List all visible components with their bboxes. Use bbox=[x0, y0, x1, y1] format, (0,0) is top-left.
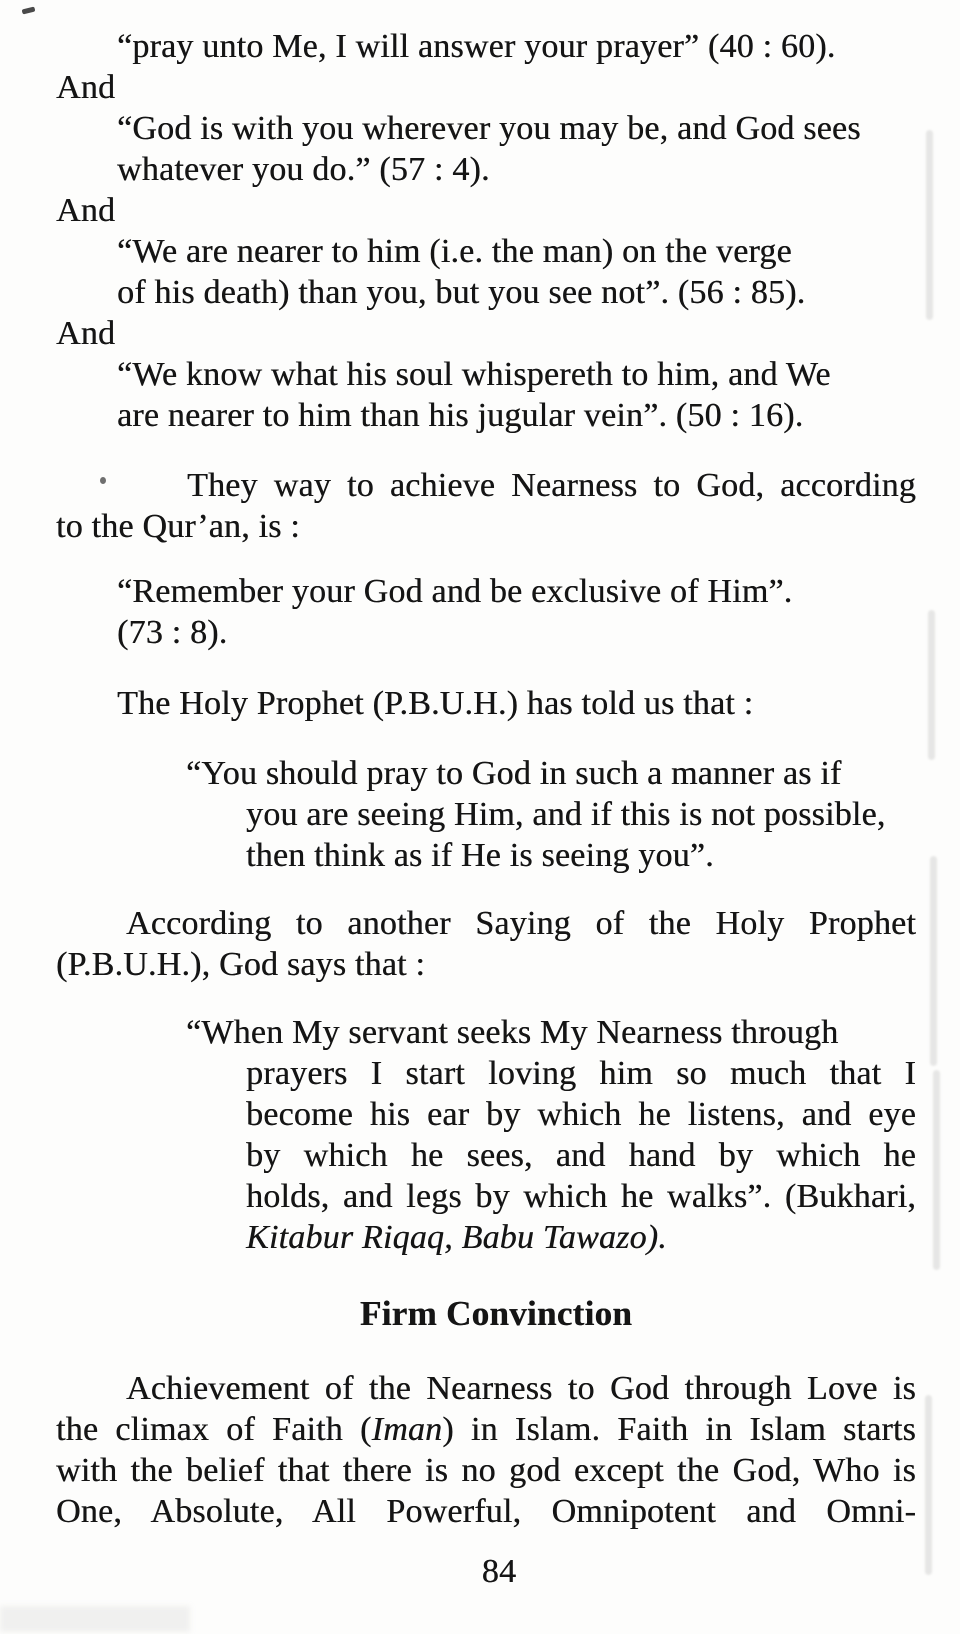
paragraph-line: The Holy Prophet (P.B.U.H.) has told us that : bbox=[117, 685, 754, 722]
scan-edge-artifact bbox=[933, 1070, 940, 1270]
connector-word: And bbox=[56, 315, 116, 352]
quote-line: “God is with you wherever you may be, and God sees bbox=[117, 110, 861, 147]
quote-line: “Remember your God and be exclusive of Him”. bbox=[117, 573, 793, 610]
paragraph-line: One, Absolute, All Powerful, Omnipotent and Omni- bbox=[56, 1493, 916, 1530]
quote-line: “We are nearer to him (i.e. the man) on the verge bbox=[117, 233, 792, 270]
scan-edge-artifact bbox=[926, 130, 933, 320]
scan-edge-artifact bbox=[928, 610, 935, 760]
paragraph-line: (P.B.U.H.), God says that : bbox=[56, 946, 426, 983]
paragraph-line: with the belief that there is no god except the God, Who is bbox=[56, 1452, 916, 1489]
quote-line: then think as if He is seeing you”. bbox=[246, 837, 714, 874]
paragraph-line: to the Qur’an, is : bbox=[56, 508, 300, 545]
paragraph-line: Achievement of the Nearness to God through Love is bbox=[126, 1370, 916, 1407]
quote-line: by which he sees, and hand by which he bbox=[246, 1137, 916, 1174]
scan-edge-artifact bbox=[930, 856, 937, 1066]
scan-dot-artifact bbox=[100, 477, 106, 484]
quote-line: of his death) than you, but you see not”. (56 : 85). bbox=[117, 274, 806, 311]
paragraph-line bbox=[56, 1409, 916, 1450]
quote-line: are nearer to him than his jugular vein”. (50 : 16). bbox=[117, 397, 804, 434]
paragraph-line: They way to achieve Nearness to God, according bbox=[187, 467, 916, 504]
text-fragment: the climax of Faith ( bbox=[56, 1411, 372, 1448]
quote-line: (73 : 8). bbox=[117, 614, 228, 651]
quote-line: become his ear by which he listens, and eye bbox=[246, 1096, 916, 1133]
quote-line: prayers I start loving him so much that I bbox=[246, 1055, 916, 1092]
connector-word: And bbox=[56, 69, 116, 106]
section-heading: Firm Convinction bbox=[359, 1294, 633, 1333]
quote-line: “We know what his soul whispereth to him, and We bbox=[117, 356, 831, 393]
scan-smudge-artifact bbox=[0, 1606, 190, 1632]
quote-line: “pray unto Me, I will answer your prayer” (40 : 60). bbox=[117, 28, 836, 65]
quote-line: “When My servant seeks My Nearness through bbox=[186, 1014, 839, 1051]
citation-line: Kitabur Riqaq, Babu Tawazo). bbox=[246, 1219, 667, 1256]
scan-edge-artifact bbox=[925, 1395, 932, 1575]
quote-line: holds, and legs by which he walks”. (Bukhari, bbox=[246, 1178, 916, 1215]
quote-line: “You should pray to God in such a manner as if bbox=[186, 755, 842, 792]
quote-line: whatever you do.” (57 : 4). bbox=[117, 151, 490, 188]
page-number: 84 bbox=[481, 1553, 517, 1590]
scan-speck-artifact bbox=[22, 7, 36, 15]
italic-term: Iman bbox=[371, 1411, 443, 1448]
connector-word: And bbox=[56, 192, 116, 229]
paragraph-line: According to another Saying of the Holy Prophet bbox=[126, 905, 916, 942]
quote-line: you are seeing Him, and if this is not possible, bbox=[246, 796, 886, 833]
text-fragment: ) in Islam. Faith in Islam starts bbox=[442, 1411, 916, 1448]
